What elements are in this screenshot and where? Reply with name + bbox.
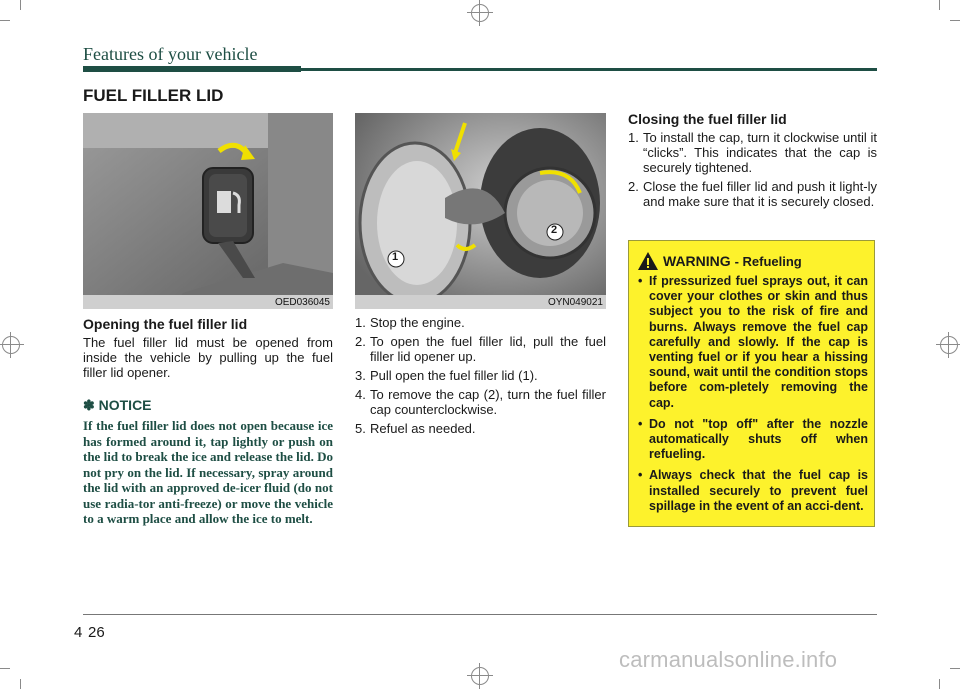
crop-mark — [0, 668, 10, 669]
figure-code: OYN049021 — [547, 297, 603, 308]
list-item: 1. Stop the engine. — [355, 315, 465, 330]
open-steps-list — [355, 315, 606, 440]
list-item: 2. Close the fuel filler lid and push it light-ly and make sure that it is securely closed. — [628, 179, 877, 209]
chapter-number: 4 — [74, 624, 83, 641]
list-item: • Do not "top off" after the nozzle automatically shuts off when refueling. — [638, 416, 868, 462]
list-item: 4. To remove the cap (2), turn the fuel filler cap counterclockwise. — [355, 387, 606, 417]
registration-mark-icon — [0, 332, 24, 358]
notice-title: ✽ NOTICE — [83, 397, 152, 413]
crop-mark — [20, 0, 21, 10]
registration-mark-icon — [467, 663, 493, 689]
list-item: 1. To install the cap, turn it clockwise until it “clicks”. This indicates that the cap is securely tightened. — [628, 130, 877, 175]
list-item: 5. Refuel as needed. — [355, 421, 476, 436]
registration-mark-icon — [467, 0, 493, 26]
notice-text: If the fuel filler lid does not open because ice has formed around it, tap lightly or push on the lid to break the ice and release the lid. Do not pry on the lid. If necessary, spray around the lid with an approved de-icer fluid (do not use radia-tor anti-freeze) or move the vehicle to a warm place and allow the ice to melt. — [83, 418, 333, 526]
footer-rule — [83, 614, 877, 615]
registration-mark-icon — [936, 332, 960, 358]
figure-code: OED036045 — [274, 297, 330, 308]
crop-mark — [939, 679, 940, 689]
crop-mark — [950, 668, 960, 669]
opening-heading: Opening the fuel filler lid — [83, 316, 248, 332]
notice-icon: ✽ — [83, 397, 95, 413]
header-rule — [301, 68, 877, 71]
callout-1: 1 — [392, 251, 399, 263]
fuel-filler-photo — [355, 113, 606, 309]
close-steps-list — [628, 130, 877, 213]
warning-title: WARNING - Refueling — [663, 253, 802, 269]
warning-list — [638, 274, 868, 520]
header-rule — [83, 66, 301, 72]
page-title: FUEL FILLER LID — [83, 86, 224, 105]
watermark: carmanualsonline.info — [619, 647, 838, 672]
opening-text: The fuel filler lid must be opened from inside the vehicle by pulling up the fuel filler lid opener. — [83, 335, 333, 380]
crop-mark — [20, 679, 21, 689]
fuel-lid-opener-photo — [83, 113, 333, 309]
warning-triangle-icon — [637, 251, 659, 271]
callout-2: 2 — [551, 224, 558, 236]
running-header: Features of your vehicle — [83, 44, 258, 64]
crop-mark — [939, 0, 940, 10]
crop-mark — [0, 20, 10, 21]
list-item: 3. Pull open the fuel filler lid (1). — [355, 368, 538, 383]
page-number: 26 — [88, 624, 105, 641]
closing-heading: Closing the fuel filler lid — [628, 111, 787, 127]
list-item: • If pressurized fuel sprays out, it can cover your clothes or skin and thus subject you to the risk of fire and burns. Always remove the fuel cap carefully and slowly. If the cap is venting fuel or if you hear a hissing sound, wait until the condition stops before com-pletely removing the cap. — [638, 274, 868, 410]
crop-mark — [950, 20, 960, 21]
list-item: 2. To open the fuel filler lid, pull the fuel filler lid opener up. — [355, 334, 606, 364]
list-item: • Always check that the fuel cap is installed securely to prevent fuel spillage in the event of an acci-dent. — [638, 468, 868, 513]
warning-box — [628, 240, 875, 527]
